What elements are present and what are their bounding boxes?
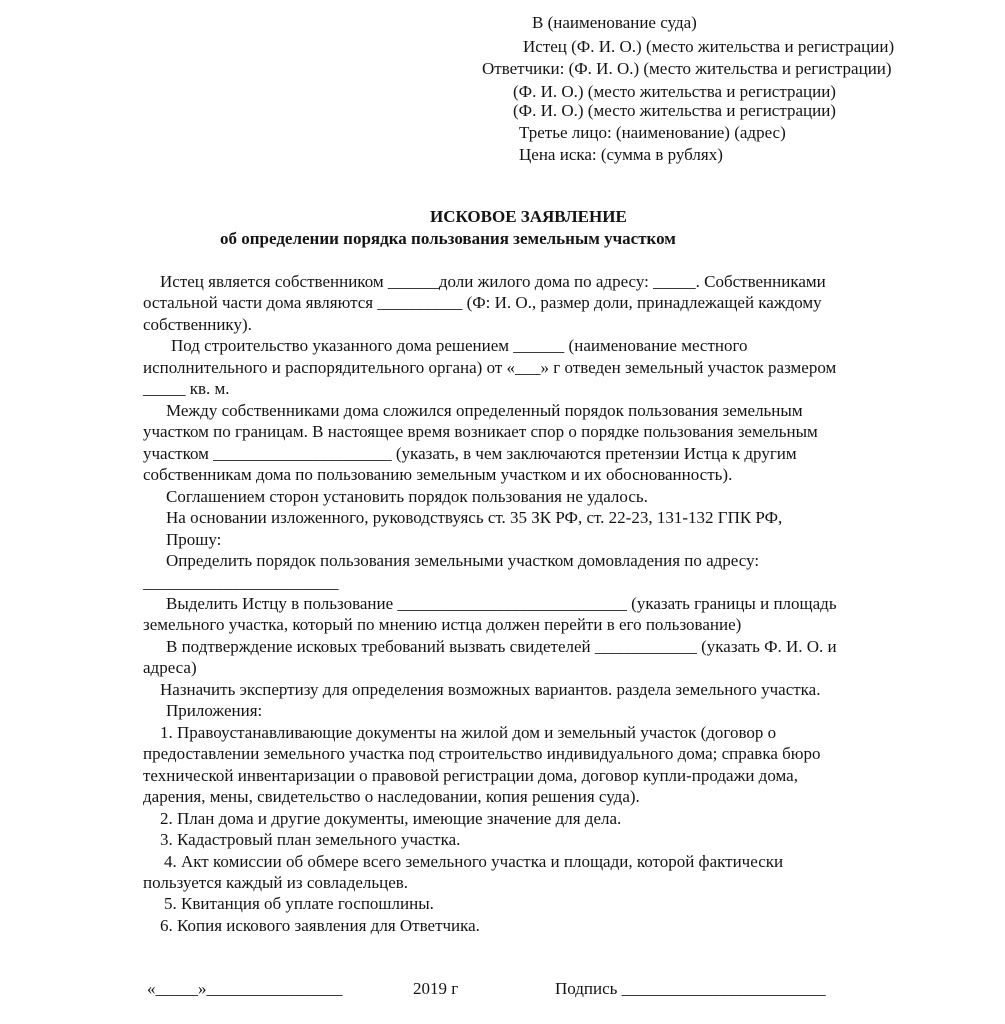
body-line: На основании изложенного, руководствуясь ст. 35 ЗК РФ, ст. 22-23, 131-132 ГПК РФ, — [166, 508, 783, 527]
signature-field: Подпись ________________________ — [555, 979, 826, 998]
body-line: собственнику). — [143, 315, 252, 334]
body-line: исполнительного и распорядительного органа) от «___» г отведен земельный участок размером — [143, 358, 837, 377]
document-subtitle: об определении порядка пользования земельным участком — [220, 229, 676, 248]
attachment-item: 3. Кадастровый план земельного участка. — [160, 830, 461, 849]
body-line: технической инвентаризации о правовой регистрации дома, договор купли-продажи дома, — [143, 766, 798, 785]
body-line: остальной части дома являются __________ (Ф: И. О., размер доли, принадлежащей каждому — [143, 293, 822, 312]
attachment-item: 6. Копия искового заявления для Ответчика. — [160, 916, 480, 935]
body-line: Истец является собственником ______доли жилого дома по адресу: _____. Собственниками — [160, 272, 826, 291]
body-line: Под строительство указанного дома решением ______ (наименование местного — [171, 336, 748, 355]
year-label: 2019 г — [413, 979, 459, 998]
body-line: В подтверждение исковых требований вызвать свидетелей ____________ (указать Ф. И. О. и — [166, 637, 837, 656]
header-defendants: Ответчики: (Ф. И. О.) (место жительства и регистрации) — [482, 59, 892, 78]
body-line: участком _____________________ (указать, в чем заключаются претензии Истца к другим — [143, 444, 797, 463]
body-line: Приложения: — [166, 701, 263, 720]
header-defendant-3: (Ф. И. О.) (место жительства и регистрации) — [513, 101, 836, 120]
body-line: участком по границам. В настоящее время возникает спор о порядке пользования земельным — [143, 422, 818, 441]
body-line: Назначить экспертизу для определения возможных вариантов. раздела земельного участка. — [160, 680, 821, 699]
body-line: предоставлении земельного участка под строительство индивидуального дома; справка бюро — [143, 744, 821, 763]
body-line: Выделить Истцу в пользование ___________________________ (указать границы и площадь — [166, 594, 837, 613]
body-line: адреса) — [143, 658, 197, 677]
body-line: _______________________ — [143, 573, 339, 592]
attachment-item: 2. План дома и другие документы, имеющие значение для дела. — [160, 809, 622, 828]
header-claim-price: Цена иска: (сумма в рублях) — [519, 145, 723, 164]
body-line: _____ кв. м. — [143, 379, 230, 398]
body-line: собственникам дома по пользованию земельным участком и их обоснованность). — [143, 465, 733, 484]
header-court: В (наименование суда) — [532, 13, 697, 32]
body-line: земельного участка, который по мнению истца должен перейти в его пользование) — [143, 615, 742, 634]
header-plaintiff: Истец (Ф. И. О.) (место жительства и регистрации) — [523, 37, 895, 56]
attachment-item: 4. Акт комиссии об обмере всего земельного участка и площади, которой фактически — [164, 852, 784, 871]
body-line: дарения, мены, свидетельство о наследовании, копия решения суда). — [143, 787, 640, 806]
attachment-item: 5. Квитанция об уплате госпошлины. — [164, 894, 434, 913]
body-line: Между собственниками дома сложился определенный порядок пользования земельным — [166, 401, 803, 420]
header-defendant-2: (Ф. И. О.) (место жительства и регистрации) — [513, 82, 836, 101]
date-field: «_____»________________ — [147, 979, 343, 998]
body-line: пользуется каждый из совладельцев. — [143, 873, 409, 892]
document-title: ИСКОВОЕ ЗАЯВЛЕНИЕ — [430, 207, 627, 226]
body-line: Соглашением сторон установить порядок пользования не удалось. — [166, 487, 648, 506]
body-line: Определить порядок пользования земельными участком домовладения по адресу: — [166, 551, 760, 570]
body-line: Прошу: — [166, 530, 222, 549]
header-third-party: Третье лицо: (наименование) (адрес) — [519, 123, 786, 142]
attachment-item: 1. Правоустанавливающие документы на жилой дом и земельный участок (договор о — [160, 723, 777, 742]
